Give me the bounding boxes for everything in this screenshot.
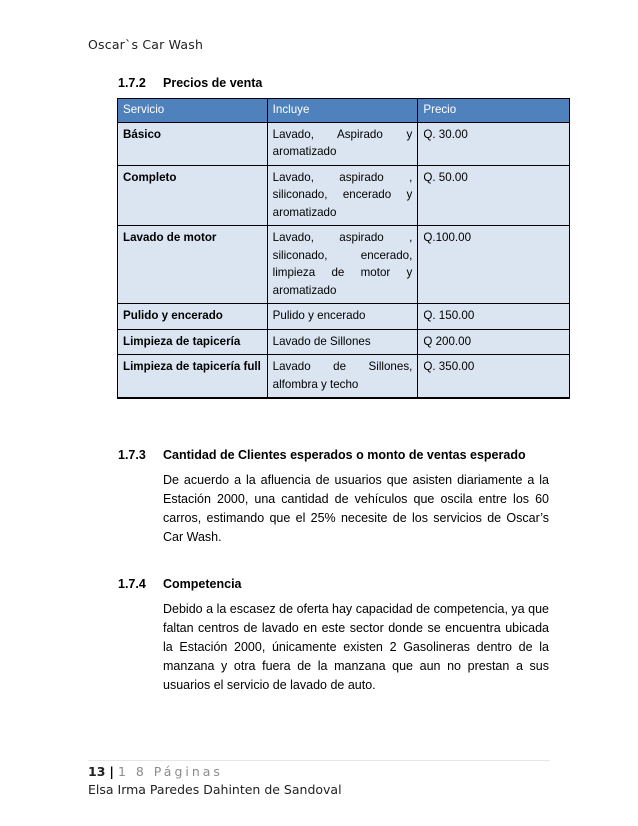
section-title: Precios de venta <box>163 76 263 90</box>
service-name: Completo <box>118 165 268 226</box>
service-price: Q. 30.00 <box>418 122 570 165</box>
table-row <box>118 226 570 304</box>
competition-paragraph: Debido a la escasez de oferta hay capacidad de competencia, ya que faltan centros de lavado en este sector donde se encuentra ubicada la Estación 2000, únicamente existen 2 Gasolineras dentro de la manzana y otra fuera de la manzana que aun no prestan a sus usuarios el servicio de lavado de auto. <box>163 602 549 692</box>
page-footer <box>88 764 223 779</box>
page-number: 13 <box>88 764 106 779</box>
total-pages: 1 8 Páginas <box>117 764 223 779</box>
column-header-precio: Precio <box>418 99 570 123</box>
service-name: Limpieza de tapicería <box>118 329 268 355</box>
table-row <box>118 355 570 399</box>
table-row <box>118 122 570 165</box>
service-includes: Lavado de Sillones, alfombra y techo <box>267 355 418 399</box>
column-header-incluye: Incluye <box>267 99 418 123</box>
service-includes: Lavado, Aspirado y aromatizado <box>267 122 418 165</box>
section-number: 1.7.3 <box>118 448 146 462</box>
section-number: 1.7.4 <box>118 577 146 591</box>
table-header-row <box>118 99 570 123</box>
service-includes: Lavado, aspirado , siliconado, encerado, limpieza de motor y aromatizado <box>267 226 418 304</box>
section-heading-prices <box>118 76 262 90</box>
service-price: Q.100.00 <box>418 226 570 304</box>
service-includes: Lavado de Sillones <box>267 329 418 355</box>
footer-separator: | <box>109 764 114 779</box>
service-price: Q. 350.00 <box>418 355 570 399</box>
section-title: Competencia <box>163 577 242 591</box>
service-name: Básico <box>118 122 268 165</box>
column-header-servicio: Servicio <box>118 99 268 123</box>
section-number: 1.7.2 <box>118 76 146 90</box>
service-name: Pulido y encerado <box>118 304 268 330</box>
footer-author: Elsa Irma Paredes Dahinten de Sandoval <box>88 782 342 797</box>
service-price: Q. 150.00 <box>418 304 570 330</box>
table-row <box>118 304 570 330</box>
service-price: Q. 50.00 <box>418 165 570 226</box>
footer-divider <box>88 760 550 761</box>
service-includes: Pulido y encerado <box>267 304 418 330</box>
section-heading-clients <box>118 448 526 462</box>
section-heading-competition <box>118 577 242 591</box>
section-title: Cantidad de Clientes esperados o monto de ventas esperado <box>163 448 526 462</box>
service-includes: Lavado, aspirado , siliconado, encerado y aromatizado <box>267 165 418 226</box>
table-row <box>118 165 570 226</box>
service-name: Lavado de motor <box>118 226 268 304</box>
table-row <box>118 329 570 355</box>
service-price: Q 200.00 <box>418 329 570 355</box>
price-table <box>117 98 570 399</box>
clients-paragraph: De acuerdo a la afluencia de usuarios que asisten diariamente a la Estación 2000, una cantidad de vehículos que oscila entre los 60 carros, estimando que el 25% necesite de los servicios de Oscar’s Car Wash. <box>163 473 549 544</box>
running-header: Oscar`s Car Wash <box>88 37 204 52</box>
service-name: Limpieza de tapicería full <box>118 355 268 399</box>
